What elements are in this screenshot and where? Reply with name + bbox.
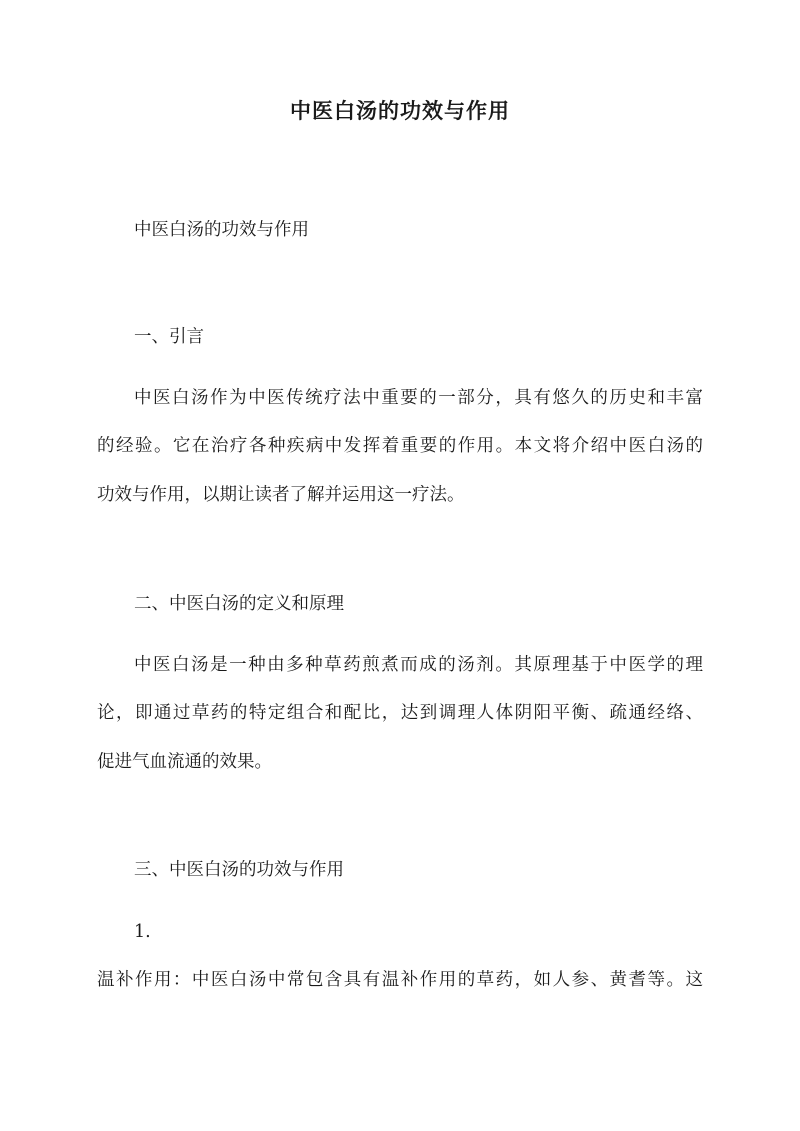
section-heading-intro: 一、引言 — [134, 327, 204, 347]
document-subtitle: 中医白汤的功效与作用 — [134, 220, 309, 240]
paragraph-line: 中医白汤是一种由多种草药煎煮而成的汤剂。其原理基于中医学的理 — [134, 655, 703, 675]
paragraph-line: 功效与作用，以期让读者了解并运用这一疗法。 — [97, 485, 465, 505]
paragraph-line: 温补作用：中医白汤中常包含具有温补作用的草药，如人参、黄耆等。这 — [97, 970, 703, 990]
section-heading-effects: 三、中医白汤的功效与作用 — [134, 860, 344, 880]
paragraph-line: 论，即通过草药的特定组合和配比，达到调理人体阴阳平衡、疏通经络、 — [97, 703, 703, 723]
paragraph-line: 的经验。它在治疗各种疾病中发挥着重要的作用。本文将介绍中医白汤的 — [97, 436, 703, 456]
paragraph-line: 中医白汤作为中医传统疗法中重要的一部分，具有悠久的历史和丰富 — [134, 388, 703, 408]
section-heading-definition: 二、中医白汤的定义和原理 — [134, 594, 344, 614]
list-item-number: 1. — [134, 922, 151, 942]
paragraph-line: 促进气血流通的效果。 — [97, 752, 272, 772]
document-title: 中医白汤的功效与作用 — [290, 98, 510, 123]
